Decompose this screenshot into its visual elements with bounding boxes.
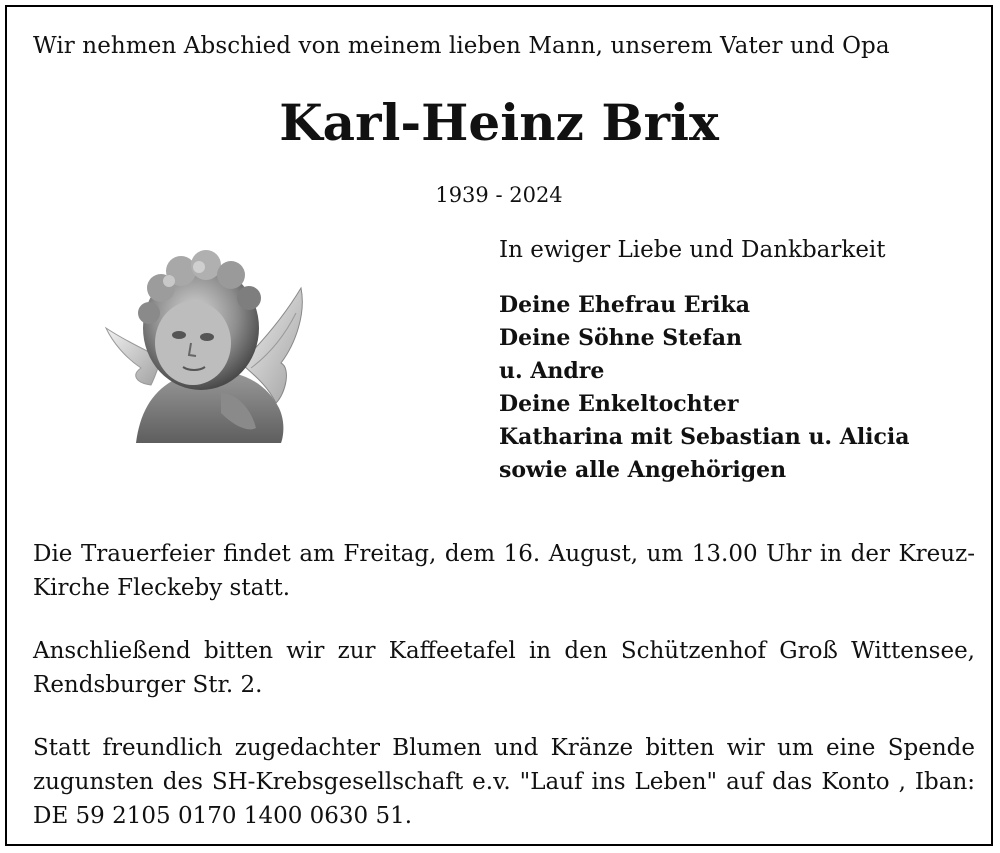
mourners-list	[499, 289, 910, 487]
dedication-line: In ewiger Liebe und Dankbarkeit	[499, 237, 886, 263]
mourner-line: sowie alle Angehörigen	[499, 457, 787, 483]
paragraph-line: zugunsten des SH-Krebsgesellschaft e.v. "Lauf ins Leben" auf das Konto , Iban:	[33, 769, 975, 795]
mourner-line: Deine Ehefrau Erika	[499, 292, 751, 318]
funeral-paragraph	[33, 537, 975, 605]
cherub-angel-icon	[101, 243, 311, 448]
paragraph-line: Statt freundlich zugedachter Blumen und Kränze bitten wir um eine Spende	[33, 735, 975, 761]
reception-paragraph	[33, 634, 975, 702]
deceased-name: Karl-Heinz Brix	[279, 93, 719, 152]
paragraph-line: Die Trauerfeier findet am Freitag, dem 16. August, um 13.00 Uhr in der Kreuz-	[33, 541, 975, 567]
mourner-line: Deine Enkeltochter	[499, 391, 739, 417]
life-years: 1939 - 2024	[435, 183, 563, 207]
mourner-line: u. Andre	[499, 358, 605, 384]
donation-paragraph	[33, 731, 975, 833]
obituary-frame	[5, 5, 993, 846]
paragraph-line: Rendsburger Str. 2.	[33, 672, 263, 698]
mourner-line: Katharina mit Sebastian u. Alicia	[499, 424, 910, 450]
paragraph-line: Anschließend bitten wir zur Kaffeetafel in den Schützenhof Groß Wittensee,	[33, 638, 975, 664]
iban-line: DE 59 2105 0170 1400 0630 51.	[33, 803, 413, 829]
intro-text: Wir nehmen Abschied von meinem lieben Mann, unserem Vater und Opa	[33, 33, 890, 59]
paragraph-line: Kirche Fleckeby statt.	[33, 575, 291, 601]
mourner-line: Deine Söhne Stefan	[499, 325, 743, 351]
